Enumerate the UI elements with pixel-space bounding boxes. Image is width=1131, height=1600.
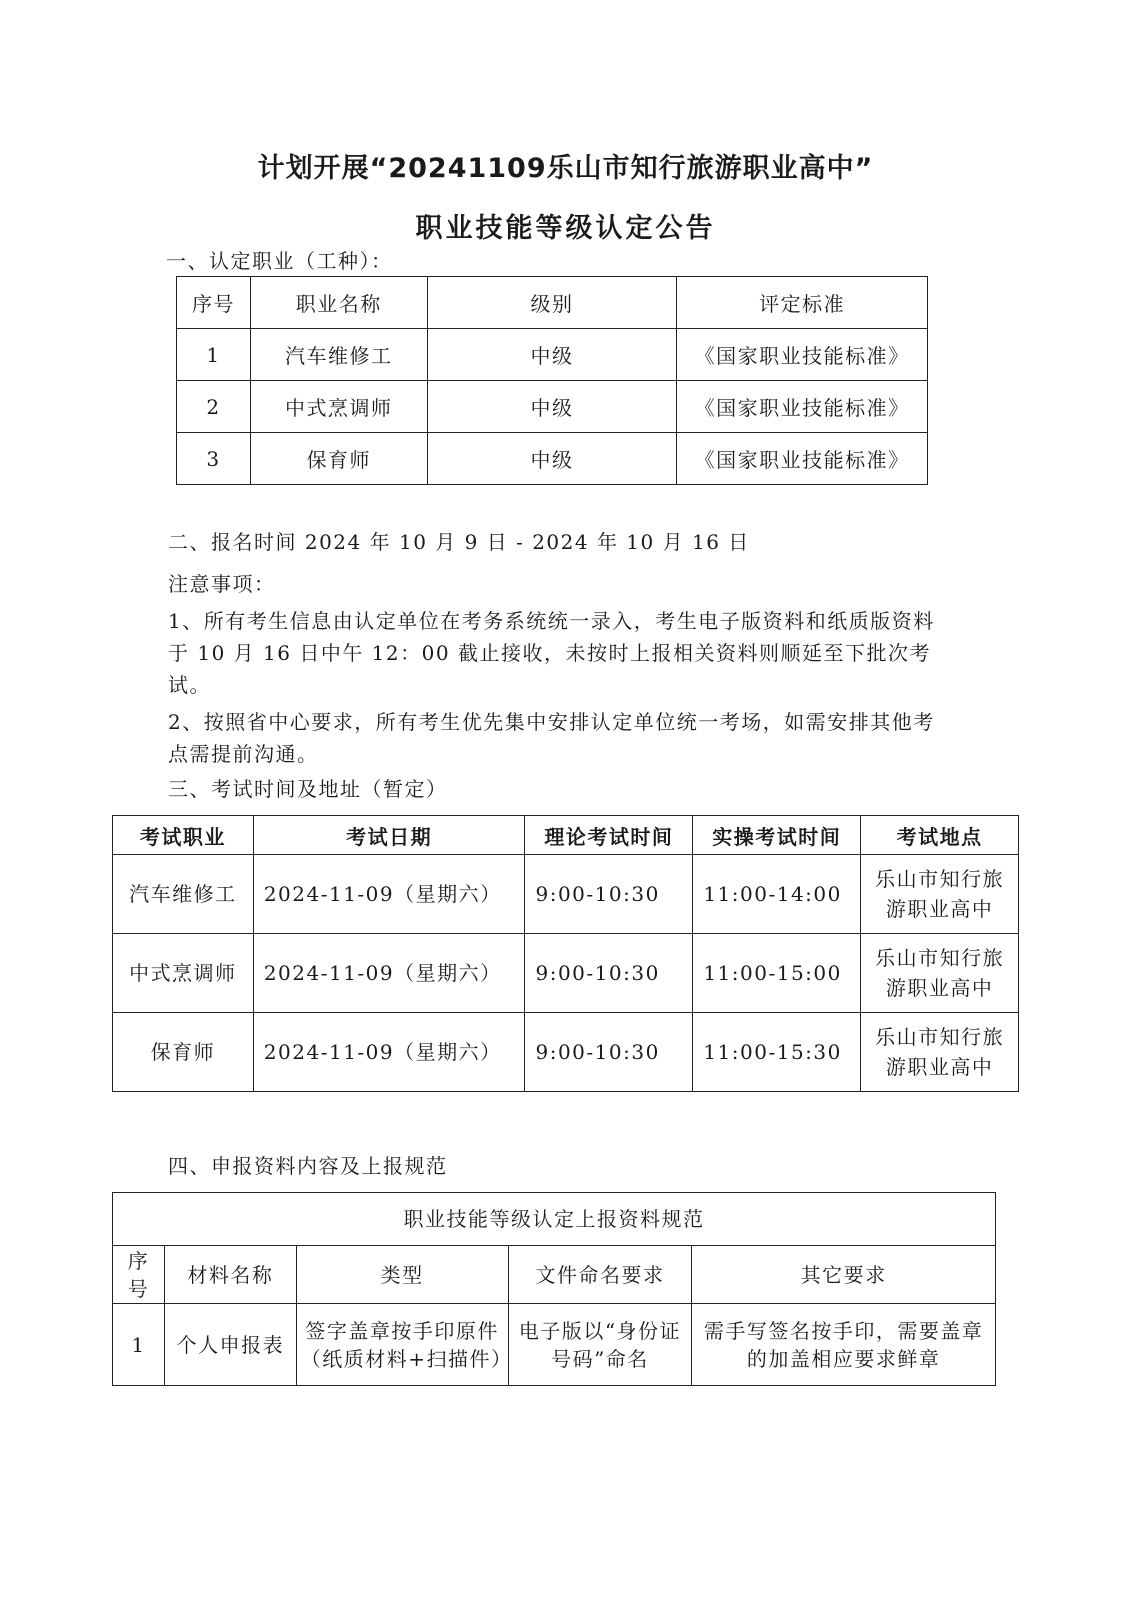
table-cell: 3 (177, 433, 251, 485)
table-cell: 2024-11-09（星期六） (253, 1013, 525, 1092)
table-cell: 2024-11-09（星期六） (253, 934, 525, 1013)
section2-heading: 二、报名时间 2024 年 10 月 9 日 - 2024 年 10 月 16 日 (168, 530, 750, 554)
table-cell: 中级 (427, 329, 677, 381)
table-cell: 《国家职业技能标准》 (677, 329, 928, 381)
col-header: 文件命名要求 (508, 1246, 692, 1304)
table-caption: 职业技能等级认定上报资料规范 (113, 1193, 996, 1246)
table-row (177, 381, 928, 433)
table-cell: 2024-11-09（星期六） (253, 855, 525, 934)
table-cell: 9:00-10:30 (525, 934, 693, 1013)
notes-title: 注意事项： (168, 572, 276, 596)
col-header: 考试职业 (113, 816, 254, 855)
note-2: 2、按照省中心要求，所有考生优先集中安排认定单位统一考场，如需安排其他考点需提前沟通。 (168, 710, 935, 766)
col-header: 类型 (296, 1246, 508, 1304)
table-cell: 11:00-14:00 (693, 855, 861, 934)
table-header-row (113, 816, 1019, 855)
section3-heading: 三、考试时间及地址（暂定） (168, 777, 448, 801)
table-row (113, 855, 1019, 934)
exam-schedule-table (112, 815, 1019, 1092)
col-header: 职业名称 (250, 277, 427, 329)
table-cell: 保育师 (113, 1013, 254, 1092)
title-line-2: 职业技能等级认定公告 (415, 213, 716, 244)
table-cell: 中式烹调师 (250, 381, 427, 433)
table-cell: 2 (177, 381, 251, 433)
col-header: 序号 (177, 277, 251, 329)
table-caption-row (113, 1193, 996, 1246)
table-cell: 中级 (427, 433, 677, 485)
table-cell: 1 (177, 329, 251, 381)
table-cell: 个人申报表 (164, 1304, 296, 1386)
table-cell: 乐山市知行旅游职业高中 (861, 934, 1019, 1013)
col-header: 序号 (113, 1246, 165, 1304)
col-header: 级别 (427, 277, 677, 329)
table-cell: 《国家职业技能标准》 (677, 433, 928, 485)
table-cell: 中式烹调师 (113, 934, 254, 1013)
table-cell: 11:00-15:00 (693, 934, 861, 1013)
note-1: 1、所有考生信息由认定单位在考务系统统一录入，考生电子版资料和纸质版资料于 10 月 16 日中午 12：00 截止接收，未按时上报相关资料则顺延至下批次考试。 (168, 609, 935, 697)
table-row (113, 934, 1019, 1013)
table-cell: 中级 (427, 381, 677, 433)
table-header-row (177, 277, 928, 329)
col-header: 考试日期 (253, 816, 525, 855)
table-header-row (113, 1246, 996, 1304)
title-line-1: 计划开展“20241109乐山市知行旅游职业高中” (257, 153, 874, 184)
occupation-table (176, 276, 928, 485)
table-cell: 保育师 (250, 433, 427, 485)
table-row (113, 1304, 996, 1386)
table-cell: 汽车维修工 (250, 329, 427, 381)
table-cell: 需手写签名按手印，需要盖章的加盖相应要求鲜章 (692, 1304, 996, 1386)
table-cell: 9:00-10:30 (525, 855, 693, 934)
table-row (113, 1013, 1019, 1092)
table-cell: 《国家职业技能标准》 (677, 381, 928, 433)
materials-table (112, 1192, 996, 1386)
table-cell: 乐山市知行旅游职业高中 (861, 855, 1019, 934)
col-header: 评定标准 (677, 277, 928, 329)
section1-heading: 一、认定职业（工种）： (166, 249, 393, 273)
table-row (177, 433, 928, 485)
table-cell: 乐山市知行旅游职业高中 (861, 1013, 1019, 1092)
col-header: 材料名称 (164, 1246, 296, 1304)
table-cell: 1 (113, 1304, 165, 1386)
table-cell: 电子版以“身份证号码”命名 (508, 1304, 692, 1386)
table-cell: 汽车维修工 (113, 855, 254, 934)
table-cell: 签字盖章按手印原件（纸质材料+扫描件） (296, 1304, 508, 1386)
table-cell: 11:00-15:30 (693, 1013, 861, 1092)
table-row (177, 329, 928, 381)
table-cell: 9:00-10:30 (525, 1013, 693, 1092)
col-header: 考试地点 (861, 816, 1019, 855)
col-header: 实操考试时间 (693, 816, 861, 855)
col-header: 其它要求 (692, 1246, 996, 1304)
col-header: 理论考试时间 (525, 816, 693, 855)
section4-heading: 四、申报资料内容及上报规范 (168, 1154, 448, 1178)
